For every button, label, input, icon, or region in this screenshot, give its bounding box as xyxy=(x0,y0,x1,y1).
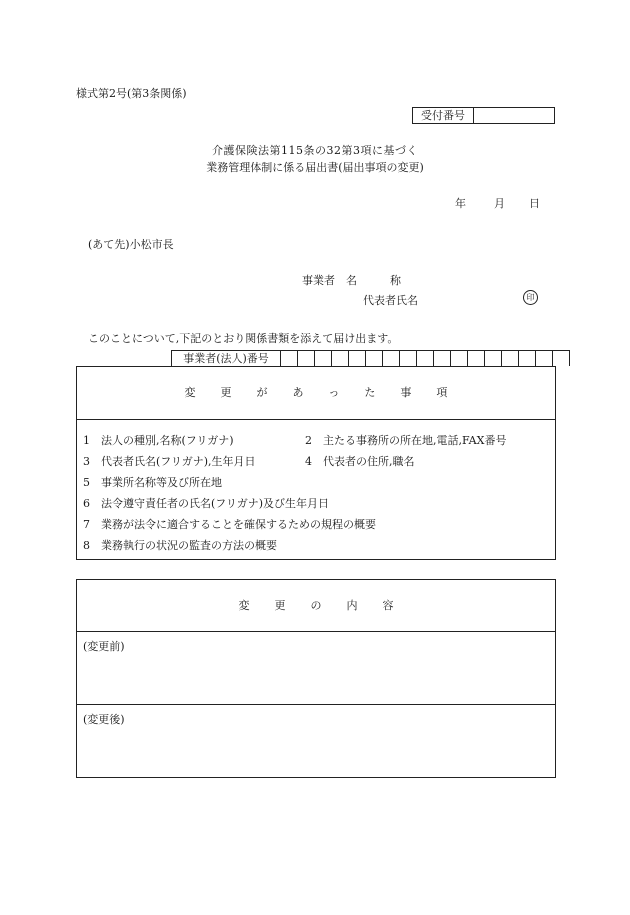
change-item: 6 法令遵守責任者の氏名(フリガナ)及び生年月日 xyxy=(83,497,330,510)
change-item: 4 代表者の住所,職名 xyxy=(305,455,415,468)
list-item xyxy=(83,514,555,535)
business-number-row xyxy=(171,350,570,366)
business-number-cell[interactable] xyxy=(349,351,366,366)
seal-icon: 印 xyxy=(523,290,538,305)
receipt-number-box xyxy=(412,107,555,124)
date-line xyxy=(455,195,540,211)
business-number-cell[interactable] xyxy=(383,351,400,366)
title-line-2: 業務管理体制に係る届出書(届出事項の変更) xyxy=(206,161,424,174)
before-change-label: (変更前) xyxy=(83,640,125,653)
date-year: 年 xyxy=(455,197,466,210)
change-item: 7 業務が法令に適合することを確保するための規程の概要 xyxy=(83,518,376,531)
list-item xyxy=(83,430,555,451)
date-day: 日 xyxy=(529,197,540,210)
after-change-field[interactable] xyxy=(77,705,555,733)
list-item xyxy=(83,472,555,493)
after-change-label: (変更後) xyxy=(83,713,125,726)
business-number-cell[interactable] xyxy=(315,351,332,366)
changed-items-header: 変更があった事項 xyxy=(77,367,555,420)
title-line-1: 介護保険法第115条の32第3項に基づく xyxy=(212,144,418,157)
change-item: 1 法人の種別,名称(フリガナ) xyxy=(83,434,234,447)
list-item xyxy=(83,535,555,556)
representative-name-label: 代表者氏名 xyxy=(363,294,418,307)
intro-text: このことについて,下記のとおり関係書類を添えて届け出ます。 xyxy=(88,332,399,345)
change-content-box xyxy=(76,579,556,778)
business-number-cell[interactable] xyxy=(519,351,536,366)
business-number-cell[interactable] xyxy=(434,351,451,366)
change-content-header: 変更の内容 xyxy=(77,580,555,632)
receipt-number-field[interactable] xyxy=(474,108,554,123)
changed-items-box xyxy=(76,366,556,560)
change-item: 3 代表者氏名(フリガナ),生年月日 xyxy=(83,455,256,468)
business-number-cell[interactable] xyxy=(485,351,502,366)
changed-items-list xyxy=(77,420,555,556)
business-number-cell[interactable] xyxy=(298,351,315,366)
list-item xyxy=(83,451,555,472)
receipt-number-label: 受付番号 xyxy=(413,108,474,123)
business-number-cell[interactable] xyxy=(332,351,349,366)
business-name-label: 事業者 名 称 xyxy=(302,274,401,287)
business-number-cell[interactable] xyxy=(468,351,485,366)
list-item xyxy=(83,493,555,514)
date-month: 月 xyxy=(494,197,505,210)
business-number-cell[interactable] xyxy=(417,351,434,366)
business-number-cell[interactable] xyxy=(400,351,417,366)
form-id: 様式第2号(第3条関係) xyxy=(76,87,187,100)
change-item: 5 事業所名称等及び所在地 xyxy=(83,476,222,489)
business-number-cell[interactable] xyxy=(553,351,569,366)
business-number-cell[interactable] xyxy=(502,351,519,366)
change-item: 8 業務執行の状況の監査の方法の概要 xyxy=(83,539,277,552)
business-number-cell[interactable] xyxy=(451,351,468,366)
business-number-cell[interactable] xyxy=(536,351,553,366)
before-change-field[interactable] xyxy=(77,632,555,705)
business-number-label: 事業者(法人)番号 xyxy=(172,351,281,366)
addressee: (あて先)小松市長 xyxy=(88,238,174,251)
change-item: 2 主たる事務所の所在地,電話,FAX番号 xyxy=(305,434,507,447)
business-number-cell[interactable] xyxy=(366,351,383,366)
business-number-cell[interactable] xyxy=(281,351,298,366)
